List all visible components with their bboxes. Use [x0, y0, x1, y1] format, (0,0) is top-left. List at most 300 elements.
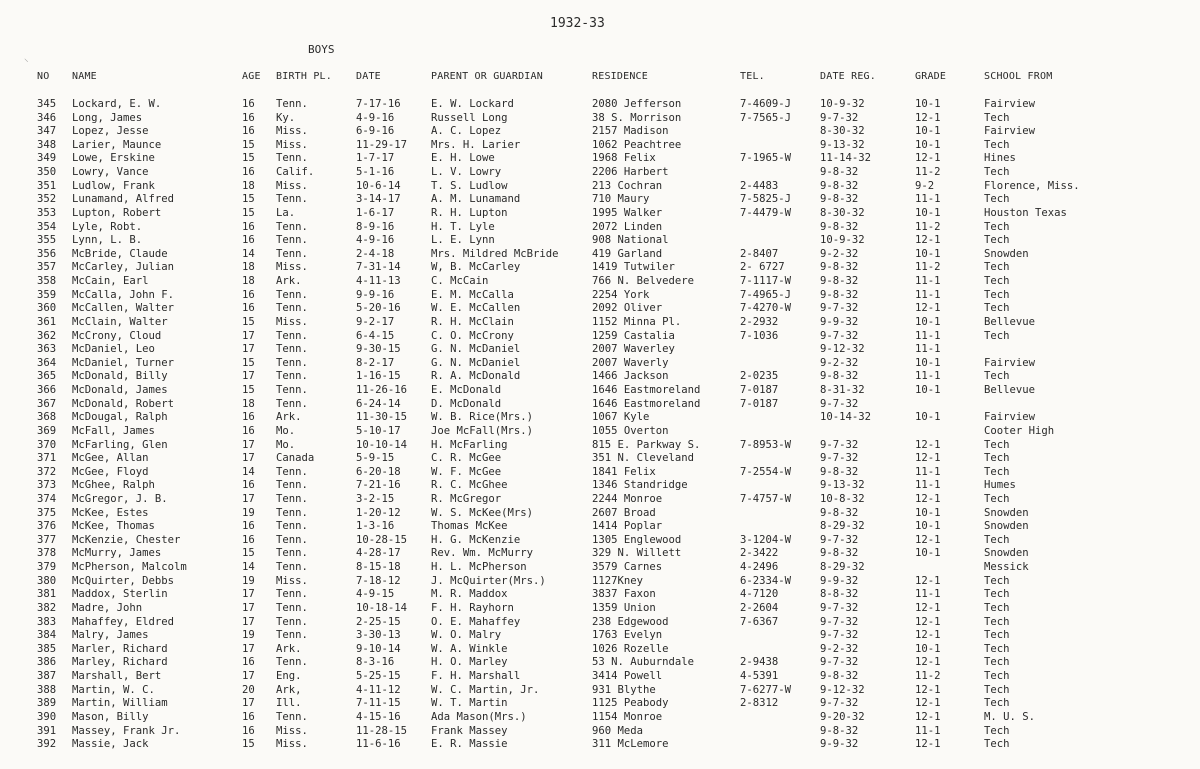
table-row	[0, 711, 1200, 725]
row-school-from: Fairview	[984, 98, 1036, 110]
table-row	[0, 234, 1200, 248]
row-school-from: Tech	[984, 465, 1010, 478]
row-age: 17	[242, 329, 255, 342]
row-grade: 12-1	[915, 492, 941, 505]
row-name: Massey, Frank Jr.	[72, 724, 181, 737]
row-date: 4-9-15	[356, 588, 395, 601]
row-residence: 1125 Peabody	[592, 697, 669, 710]
row-name: Lockard, E. W.	[72, 98, 162, 110]
row-tel: 7-4479-W	[740, 206, 792, 219]
row-age: 18	[242, 275, 255, 288]
row-tel: 7-0187	[740, 384, 779, 397]
row-date-reg: 9-8-32	[820, 261, 859, 274]
row-grade: 12-1	[915, 438, 941, 451]
row-grade: 10-1	[915, 98, 941, 110]
row-school-from: Tech	[984, 533, 1010, 546]
row-age: 15	[242, 547, 255, 560]
row-parent: H. O. Marley	[431, 656, 508, 669]
row-date-reg: 9-9-32	[820, 738, 859, 751]
row-no: 350	[37, 166, 57, 179]
row-school-from: Tech	[984, 601, 1010, 614]
row-age: 17	[242, 601, 255, 614]
row-tel: 2-4483	[740, 179, 779, 192]
table-row	[0, 316, 1200, 330]
table-row	[0, 479, 1200, 493]
row-name: McGhee, Ralph	[72, 479, 155, 492]
table-row	[0, 193, 1200, 207]
row-name: Maddox, Sterlin	[72, 588, 168, 601]
row-date: 5-20-16	[356, 302, 401, 315]
row-name: McDonald, Robert	[72, 397, 175, 410]
row-birth-place: Ky.	[276, 111, 296, 124]
row-no: 353	[37, 206, 57, 219]
row-age: 16	[242, 111, 255, 124]
row-date-reg: 9-9-32	[820, 315, 859, 328]
header-date: DATE	[356, 71, 381, 82]
row-tel: 4-5391	[740, 670, 779, 683]
row-residence: 2244 Monroe	[592, 492, 663, 505]
row-birth-place: Tenn.	[276, 220, 308, 233]
row-residence: 213 Cochran	[592, 179, 663, 192]
row-age: 16	[242, 411, 255, 424]
row-date-reg: 9-13-32	[820, 479, 865, 492]
row-date: 10-10-14	[356, 438, 408, 451]
table-row	[0, 466, 1200, 480]
row-date-reg: 10-8-32	[820, 492, 865, 505]
row-age: 14	[242, 247, 255, 260]
row-name: McMurry, James	[72, 547, 162, 560]
row-tel: 7-8953-W	[740, 438, 792, 451]
row-date-reg: 9-7-32	[820, 329, 859, 342]
row-tel: 3-1204-W	[740, 533, 792, 546]
row-age: 17	[242, 670, 255, 683]
row-name: McKenzie, Chester	[72, 533, 181, 546]
row-name: McFarling, Glen	[72, 438, 168, 451]
row-date: 11-29-17	[356, 138, 408, 151]
row-date: 4-11-13	[356, 275, 401, 288]
row-parent: D. McDonald	[431, 397, 502, 410]
row-residence: 351 N. Cleveland	[592, 452, 695, 465]
row-name: Lynn, L. B.	[72, 234, 143, 247]
row-school-from: Tech	[984, 275, 1010, 288]
row-birth-place: Tenn.	[276, 384, 308, 397]
row-school-from: Tech	[984, 656, 1010, 669]
row-birth-place: Canada	[276, 452, 315, 465]
row-age: 15	[242, 138, 255, 151]
row-birth-place: Tenn.	[276, 656, 308, 669]
row-school-from: Tech	[984, 642, 1010, 655]
row-birth-place: Calif.	[276, 166, 315, 179]
row-grade: 12-1	[915, 710, 941, 723]
row-school-from: Tech	[984, 738, 1010, 751]
row-parent: M. R. Maddox	[431, 588, 508, 601]
row-grade: 10-1	[915, 356, 941, 369]
row-residence: 1152 Minna Pl.	[592, 315, 682, 328]
row-age: 17	[242, 615, 255, 628]
row-age: 15	[242, 193, 255, 206]
row-parent: W. T. Martin	[431, 697, 508, 710]
row-school-from: Tech	[984, 683, 1010, 696]
row-parent: C. McCain	[431, 275, 489, 288]
row-grade: 11-2	[915, 220, 941, 233]
table-row	[0, 357, 1200, 371]
row-name: McQuirter, Debbs	[72, 574, 175, 587]
row-parent: G. N. McDaniel	[431, 343, 521, 356]
row-birth-place: Mo.	[276, 424, 296, 437]
row-name: Mahaffey, Eldred	[72, 615, 175, 628]
row-age: 16	[242, 533, 255, 546]
row-age: 15	[242, 356, 255, 369]
row-school-from: Tech	[984, 452, 1010, 465]
margin-mark: ⸌	[24, 58, 29, 68]
row-birth-place: Tenn.	[276, 356, 308, 369]
row-date-reg: 10-9-32	[820, 234, 865, 247]
row-parent: W. A. Winkle	[431, 642, 508, 655]
row-grade: 11-1	[915, 465, 941, 478]
row-date: 9-30-15	[356, 343, 401, 356]
row-birth-place: Ark.	[276, 275, 302, 288]
row-parent: E. McDonald	[431, 384, 502, 397]
row-age: 16	[242, 424, 255, 437]
row-age: 20	[242, 683, 255, 696]
table-row	[0, 207, 1200, 221]
row-date-reg: 9-9-32	[820, 574, 859, 587]
row-date-reg: 8-29-32	[820, 561, 865, 574]
row-residence: 3579 Carnes	[592, 561, 663, 574]
row-grade: 11-2	[915, 261, 941, 274]
row-no: 358	[37, 275, 57, 288]
row-date-reg: 9-13-32	[820, 138, 865, 151]
row-no: 390	[37, 710, 57, 723]
row-grade: 10-1	[915, 520, 941, 533]
row-date: 6-4-15	[356, 329, 395, 342]
row-date-reg: 8-8-32	[820, 588, 859, 601]
row-tel: 7-1117-W	[740, 275, 792, 288]
row-grade: 9-2	[915, 179, 935, 192]
row-name: Marler, Richard	[72, 642, 168, 655]
row-grade: 12-1	[915, 683, 941, 696]
row-birth-place: Tenn.	[276, 302, 308, 315]
row-name: Ludlow, Frank	[72, 179, 155, 192]
row-grade: 12-1	[915, 452, 941, 465]
table-row	[0, 493, 1200, 507]
row-school-from: Tech	[984, 111, 1010, 124]
row-school-from: Bellevue	[984, 315, 1036, 328]
row-parent: H. McFarling	[431, 438, 508, 451]
row-grade: 10-1	[915, 384, 941, 397]
row-date-reg: 9-7-32	[820, 697, 859, 710]
row-residence: 1259 Castalia	[592, 329, 675, 342]
row-date: 2-25-15	[356, 615, 401, 628]
row-date-reg: 9-7-32	[820, 452, 859, 465]
row-name: McDaniel, Turner	[72, 356, 175, 369]
row-date: 6-20-18	[356, 465, 401, 478]
row-date-reg: 9-8-32	[820, 220, 859, 233]
row-parent: R. C. McGhee	[431, 479, 508, 492]
row-birth-place: Tenn.	[276, 547, 308, 560]
row-date-reg: 9-7-32	[820, 111, 859, 124]
header-no: NO	[37, 71, 50, 82]
row-name: Mason, Billy	[72, 710, 149, 723]
row-date: 8-9-16	[356, 220, 395, 233]
row-no: 367	[37, 397, 57, 410]
row-no: 376	[37, 520, 57, 533]
row-date: 3-14-17	[356, 193, 401, 206]
row-date-reg: 9-8-32	[820, 166, 859, 179]
row-tel: 2-2604	[740, 601, 779, 614]
row-school-from: Tech	[984, 288, 1010, 301]
table-row	[0, 534, 1200, 548]
row-date: 7-17-16	[356, 98, 401, 110]
row-age: 16	[242, 125, 255, 138]
row-parent: H. G. McKenzie	[431, 533, 521, 546]
table-row	[0, 520, 1200, 534]
row-name: McDougal, Ralph	[72, 411, 168, 424]
table-row	[0, 248, 1200, 262]
row-birth-place: Tenn.	[276, 561, 308, 574]
row-no: 360	[37, 302, 57, 315]
row-grade: 10-1	[915, 247, 941, 260]
row-name: McKee, Thomas	[72, 520, 155, 533]
row-parent: W. F. McGee	[431, 465, 502, 478]
row-parent: E. R. Massie	[431, 738, 508, 751]
row-residence: 2007 Waverley	[592, 343, 675, 356]
row-school-from: Hines	[984, 152, 1016, 165]
row-date-reg: 9-7-32	[820, 302, 859, 315]
row-name: Martin, William	[72, 697, 168, 710]
row-date-reg: 9-8-32	[820, 506, 859, 519]
row-residence: 1127Kney	[592, 574, 644, 587]
row-residence: 2206 Harbert	[592, 166, 669, 179]
row-birth-place: Tenn.	[276, 520, 308, 533]
row-residence: 2157 Madison	[592, 125, 669, 138]
row-grade: 11-1	[915, 724, 941, 737]
row-residence: 1305 Englewood	[592, 533, 682, 546]
row-birth-place: Tenn.	[276, 615, 308, 628]
row-no: 351	[37, 179, 57, 192]
row-date-reg: 9-8-32	[820, 370, 859, 383]
row-birth-place: Eng.	[276, 670, 302, 683]
row-tel: 7-5825-J	[740, 193, 792, 206]
row-residence: 38 S. Morrison	[592, 111, 682, 124]
row-name: McClain, Walter	[72, 315, 168, 328]
row-age: 14	[242, 465, 255, 478]
row-no: 391	[37, 724, 57, 737]
row-name: McKee, Estes	[72, 506, 149, 519]
row-date-reg: 9-8-32	[820, 288, 859, 301]
row-name: Lowe, Erskine	[72, 152, 155, 165]
table-row	[0, 684, 1200, 698]
row-tel: 2-2932	[740, 315, 779, 328]
row-parent: Mrs. H. Larier	[431, 138, 521, 151]
row-date: 7-11-15	[356, 697, 401, 710]
row-tel: 2-0235	[740, 370, 779, 383]
row-school-from: Tech	[984, 329, 1010, 342]
header-age: AGE	[242, 71, 261, 82]
row-parent: E. M. McCalla	[431, 288, 514, 301]
row-tel: 6-2334-W	[740, 574, 792, 587]
row-date: 8-2-17	[356, 356, 395, 369]
row-name: Lupton, Robert	[72, 206, 162, 219]
row-birth-place: Miss.	[276, 179, 308, 192]
row-date: 7-21-16	[356, 479, 401, 492]
row-grade: 11-1	[915, 193, 941, 206]
table-row	[0, 98, 1200, 112]
header-parent: PARENT OR GUARDIAN	[431, 71, 543, 82]
row-parent: F. H. Marshall	[431, 670, 521, 683]
row-date: 11-28-15	[356, 724, 408, 737]
page-title: 1932-33	[550, 16, 605, 31]
row-parent: C. O. McCrony	[431, 329, 514, 342]
row-date-reg: 9-7-32	[820, 601, 859, 614]
row-school-from: Houston Texas	[984, 206, 1067, 219]
row-parent: T. S. Ludlow	[431, 179, 508, 192]
row-parent: W. E. McCallen	[431, 302, 521, 315]
row-parent: R. H. McClain	[431, 315, 514, 328]
row-age: 17	[242, 370, 255, 383]
row-name: McCarley, Julian	[72, 261, 175, 274]
table-row	[0, 411, 1200, 425]
row-name: McFall, James	[72, 424, 155, 437]
table-row	[0, 343, 1200, 357]
row-date-reg: 9-8-32	[820, 670, 859, 683]
row-grade: 11-1	[915, 479, 941, 492]
row-date-reg: 9-7-32	[820, 397, 859, 410]
row-tel: 4-7120	[740, 588, 779, 601]
row-residence: 1646 Eastmoreland	[592, 384, 701, 397]
row-grade: 10-1	[915, 642, 941, 655]
row-age: 17	[242, 642, 255, 655]
row-date: 11-6-16	[356, 738, 401, 751]
row-date-reg: 8-30-32	[820, 125, 865, 138]
row-name: Martin, W. C.	[72, 683, 155, 696]
row-birth-place: Mo.	[276, 438, 296, 451]
row-residence: 1055 Overton	[592, 424, 669, 437]
row-parent: Frank Massey	[431, 724, 508, 737]
row-no: 363	[37, 343, 57, 356]
table-row	[0, 330, 1200, 344]
row-date-reg: 9-7-32	[820, 438, 859, 451]
row-birth-place: Miss.	[276, 125, 308, 138]
table-row	[0, 166, 1200, 180]
row-birth-place: Tenn.	[276, 397, 308, 410]
row-no: 387	[37, 670, 57, 683]
row-residence: 1062 Peachtree	[592, 138, 682, 151]
row-name: McPherson, Malcolm	[72, 561, 187, 574]
row-birth-place: La.	[276, 206, 296, 219]
row-age: 15	[242, 152, 255, 165]
row-age: 16	[242, 288, 255, 301]
row-no: 354	[37, 220, 57, 233]
row-parent: W. S. McKee(Mrs)	[431, 506, 534, 519]
row-date-reg: 9-2-32	[820, 356, 859, 369]
row-name: McCallen, Walter	[72, 302, 175, 315]
header-name: NAME	[72, 71, 97, 82]
row-date: 11-30-15	[356, 411, 408, 424]
row-age: 17	[242, 438, 255, 451]
row-parent: Thomas McKee	[431, 520, 508, 533]
row-age: 15	[242, 206, 255, 219]
row-parent: H. L. McPherson	[431, 561, 527, 574]
row-residence: 1466 Jackson	[592, 370, 669, 383]
row-date: 4-9-16	[356, 234, 395, 247]
header-grade: GRADE	[915, 71, 947, 82]
row-date: 4-9-16	[356, 111, 395, 124]
row-no: 383	[37, 615, 57, 628]
row-residence: 1414 Poplar	[592, 520, 663, 533]
row-tel: 7-4270-W	[740, 302, 792, 315]
table-row	[0, 302, 1200, 316]
row-age: 16	[242, 98, 255, 110]
row-no: 347	[37, 125, 57, 138]
row-date: 9-9-16	[356, 288, 395, 301]
row-school-from: Tech	[984, 629, 1010, 642]
row-date-reg: 9-8-32	[820, 193, 859, 206]
row-school-from: Tech	[984, 138, 1010, 151]
row-age: 17	[242, 492, 255, 505]
table-row	[0, 384, 1200, 398]
row-date: 3-2-15	[356, 492, 395, 505]
row-residence: 3414 Powell	[592, 670, 663, 683]
row-date-reg: 9-8-32	[820, 275, 859, 288]
row-age: 17	[242, 343, 255, 356]
table-row	[0, 588, 1200, 602]
row-age: 16	[242, 710, 255, 723]
table-row	[0, 275, 1200, 289]
row-name: Lopez, Jesse	[72, 125, 149, 138]
row-school-from: Fairview	[984, 125, 1036, 138]
row-grade: 11-1	[915, 588, 941, 601]
row-date-reg: 9-7-32	[820, 656, 859, 669]
table-header	[0, 70, 1200, 84]
row-birth-place: Tenn.	[276, 588, 308, 601]
row-school-from: M. U. S.	[984, 710, 1036, 723]
table-row	[0, 289, 1200, 303]
row-no: 375	[37, 506, 57, 519]
row-name: Lunamand, Alfred	[72, 193, 175, 206]
row-parent: Russell Long	[431, 111, 508, 124]
row-date-reg: 9-8-32	[820, 179, 859, 192]
row-school-from: Humes	[984, 479, 1016, 492]
row-tel: 2- 6727	[740, 261, 785, 274]
row-no: 368	[37, 411, 57, 424]
row-grade: 12-1	[915, 738, 941, 751]
row-age: 16	[242, 479, 255, 492]
row-birth-place: Miss.	[276, 574, 308, 587]
row-grade: 10-1	[915, 315, 941, 328]
row-date-reg: 9-7-32	[820, 615, 859, 628]
row-school-from: Snowden	[984, 520, 1029, 533]
row-school-from: Tech	[984, 370, 1010, 383]
row-school-from: Tech	[984, 302, 1010, 315]
row-no: 385	[37, 642, 57, 655]
row-no: 346	[37, 111, 57, 124]
row-no: 374	[37, 492, 57, 505]
row-grade: 12-1	[915, 697, 941, 710]
row-no: 381	[37, 588, 57, 601]
table-row	[0, 221, 1200, 235]
row-name: McGee, Floyd	[72, 465, 149, 478]
row-parent: W. B. Rice(Mrs.)	[431, 411, 534, 424]
row-grade: 10-1	[915, 125, 941, 138]
row-date: 9-10-14	[356, 642, 401, 655]
table-row	[0, 398, 1200, 412]
row-tel: 2-8407	[740, 247, 779, 260]
row-school-from: Snowden	[984, 247, 1029, 260]
table-row	[0, 643, 1200, 657]
table-row	[0, 439, 1200, 453]
row-age: 17	[242, 452, 255, 465]
